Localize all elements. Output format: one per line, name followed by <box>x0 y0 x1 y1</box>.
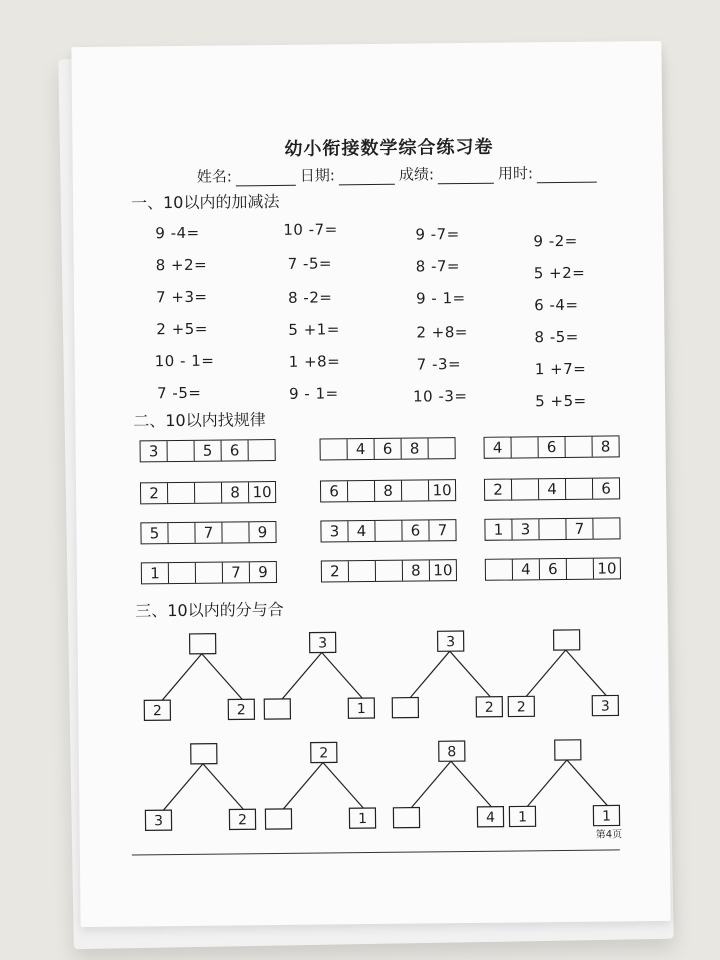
problem: 7 -5= <box>156 383 202 403</box>
pattern-cell[interactable] <box>374 521 401 541</box>
pattern-cell: 5 <box>194 441 221 461</box>
pattern-cell[interactable] <box>511 479 538 499</box>
pattern-cell: 6 <box>329 482 339 501</box>
pattern-cell: 6 <box>538 437 565 457</box>
pattern-cell[interactable] <box>221 522 248 542</box>
problem: 8 -2= <box>287 288 333 307</box>
pattern-cell[interactable] <box>511 437 538 457</box>
pattern-cell: 4 <box>347 439 374 459</box>
pattern-cell[interactable] <box>486 560 512 580</box>
bond-number-left: 3 <box>153 813 164 830</box>
problem: 10 -7= <box>283 220 338 239</box>
pattern-cell: 3 <box>148 442 159 461</box>
pattern-cell: 3 <box>511 519 538 539</box>
score-label: 成绩: <box>398 165 435 184</box>
problem: 7 -5= <box>287 254 333 273</box>
pattern-row <box>320 519 456 542</box>
bond-line-right <box>451 761 491 807</box>
pattern-cell[interactable] <box>428 438 455 458</box>
pattern-cell: 8 <box>401 438 428 458</box>
pattern-cell: 4 <box>347 521 374 541</box>
pattern-cell: 8 <box>592 436 619 456</box>
pattern-cell[interactable] <box>321 439 347 459</box>
pattern-row <box>140 439 276 462</box>
bond-line-right <box>566 650 606 696</box>
bond-line-right <box>203 763 243 809</box>
bond-box-top <box>554 630 580 650</box>
bond-number-right: 3 <box>600 698 610 715</box>
pattern-cell: 4 <box>538 479 565 499</box>
bond-number-right: 2 <box>236 702 246 719</box>
pattern-row <box>485 557 621 580</box>
bond-number-right: 1 <box>356 701 366 718</box>
pattern-cell: 8 <box>402 560 429 580</box>
bond-line-right <box>322 652 362 698</box>
pattern-cell: 9 <box>249 562 276 582</box>
problem: 2 +8= <box>416 322 469 342</box>
problem: 8 +2= <box>155 255 208 275</box>
pattern-cell: 6 <box>221 440 248 460</box>
problem: 9 -7= <box>415 225 460 244</box>
problem: 8 -7= <box>415 257 461 276</box>
pattern-cell: 10 <box>593 558 620 578</box>
pattern-cell: 1 <box>150 564 160 583</box>
pattern-cell[interactable] <box>566 559 593 579</box>
page-number: 第4页 <box>595 829 623 841</box>
section-title-patterns: 二、10以内找规律 <box>133 410 266 431</box>
problem: 8 -5= <box>534 327 579 347</box>
bond-line-left <box>162 654 202 700</box>
pattern-cell[interactable] <box>401 480 428 500</box>
problem: 5 +2= <box>533 263 586 283</box>
pattern-row <box>141 561 277 584</box>
pattern-row <box>320 479 456 502</box>
pattern-cell[interactable] <box>538 519 565 539</box>
problem: 1 +8= <box>288 352 341 371</box>
pattern-cell: 7 <box>565 519 592 539</box>
time-label: 用时: <box>497 164 534 183</box>
bond-number-right: 2 <box>237 812 248 829</box>
pattern-cell: 10 <box>428 480 455 500</box>
number-bond <box>252 630 393 741</box>
bond-box-left <box>264 699 290 719</box>
bond-number-right: 1 <box>601 808 612 825</box>
pattern-cell[interactable] <box>167 441 194 461</box>
number-bond <box>496 627 637 738</box>
pattern-cell: 9 <box>248 522 275 542</box>
pattern-cell: 4 <box>492 438 503 457</box>
problem: 10 - 1= <box>154 351 215 371</box>
bond-box-top <box>555 740 581 760</box>
pattern-cell[interactable] <box>347 481 374 501</box>
bond-box-top <box>190 634 216 654</box>
bond-line-left <box>410 651 450 697</box>
bond-line-left <box>163 764 203 810</box>
pattern-cell[interactable] <box>195 563 222 583</box>
bond-number-left: 1 <box>517 809 528 826</box>
pattern-cell: 2 <box>149 484 159 503</box>
bond-number-left: 2 <box>516 699 526 716</box>
problem: 9 - 1= <box>288 384 339 403</box>
name-label: 姓名: <box>196 167 232 186</box>
pattern-cell[interactable] <box>565 479 592 499</box>
pattern-row <box>140 481 276 504</box>
pattern-cell: 8 <box>374 481 401 501</box>
date-label: 日期: <box>299 166 335 185</box>
pattern-cell: 8 <box>221 482 248 502</box>
pattern-row <box>484 517 620 540</box>
worksheet-page <box>71 41 670 927</box>
problem: 5 +5= <box>535 391 587 411</box>
pattern-cell[interactable] <box>167 523 194 543</box>
pattern-cell: 7 <box>222 562 249 582</box>
pattern-cell[interactable] <box>348 561 375 581</box>
pattern-cell: 2 <box>330 562 340 581</box>
bond-number-top: 8 <box>447 744 457 761</box>
pattern-row <box>484 435 620 458</box>
pattern-cell[interactable] <box>167 483 194 503</box>
bond-line-left <box>526 650 566 696</box>
pattern-cell: 6 <box>539 559 566 579</box>
pattern-row <box>320 437 456 460</box>
problem: 7 +3= <box>155 287 208 307</box>
problem: 9 -2= <box>533 231 578 251</box>
bond-number-right: 2 <box>484 699 494 716</box>
bond-number-left: 2 <box>152 703 162 720</box>
bond-box-left <box>392 698 418 718</box>
problem: 2 +5= <box>156 319 208 339</box>
bond-line-right <box>567 760 607 806</box>
bond-number-right: 4 <box>485 809 496 826</box>
pattern-cell: 6 <box>401 520 428 540</box>
bond-box-left <box>265 809 291 829</box>
pattern-cell: 3 <box>329 522 340 541</box>
bond-box-left <box>393 808 419 828</box>
problem: 9 -4= <box>155 223 200 243</box>
bond-line-right <box>202 653 242 699</box>
problem: 10 -3= <box>412 386 468 406</box>
pattern-cell: 1 <box>493 520 504 539</box>
pattern-cell[interactable] <box>194 483 221 503</box>
pattern-cell[interactable] <box>565 437 592 457</box>
bond-number-top: 3 <box>318 635 328 652</box>
pattern-cell: 10 <box>248 482 275 502</box>
section-title-arithmetic: 一、10以内的加减法 <box>130 191 280 213</box>
pattern-row <box>484 477 620 500</box>
pattern-cell[interactable] <box>375 561 402 581</box>
problem: 5 +1= <box>288 320 340 339</box>
worksheet-title: 幼小衔接数学综合练习卷 <box>284 136 494 160</box>
pattern-row <box>321 559 457 582</box>
section-title-decomposition: 三、10以内的分与合 <box>135 599 284 621</box>
problem: 6 -4= <box>534 295 579 315</box>
pattern-cell[interactable] <box>248 440 275 460</box>
pattern-cell: 6 <box>592 478 619 498</box>
problem: 7 -3= <box>416 355 462 374</box>
problem: 9 - 1= <box>415 288 466 308</box>
pattern-cell[interactable] <box>168 563 195 583</box>
number-bond <box>253 740 394 851</box>
bond-number-top: 2 <box>319 745 329 762</box>
pattern-cell: 7 <box>428 520 455 540</box>
pattern-cell: 6 <box>374 439 401 459</box>
pattern-cell: 2 <box>493 480 503 499</box>
bond-line-left <box>411 761 451 807</box>
pattern-cell: 5 <box>149 524 160 543</box>
bond-line-right <box>450 651 490 697</box>
pattern-cell: 7 <box>194 523 221 543</box>
bond-line-right <box>323 762 363 808</box>
pattern-cell[interactable] <box>592 518 619 538</box>
pattern-cell: 4 <box>512 559 539 579</box>
bond-line-left <box>283 763 323 809</box>
bond-line-left <box>527 760 567 806</box>
bond-number-right: 1 <box>357 811 368 828</box>
problem: 1 +7= <box>534 359 587 379</box>
pattern-row <box>140 521 276 544</box>
pattern-cell: 10 <box>429 560 456 580</box>
bond-number-top: 3 <box>446 634 456 651</box>
bond-box-top <box>191 744 217 764</box>
bond-line-left <box>282 653 322 699</box>
